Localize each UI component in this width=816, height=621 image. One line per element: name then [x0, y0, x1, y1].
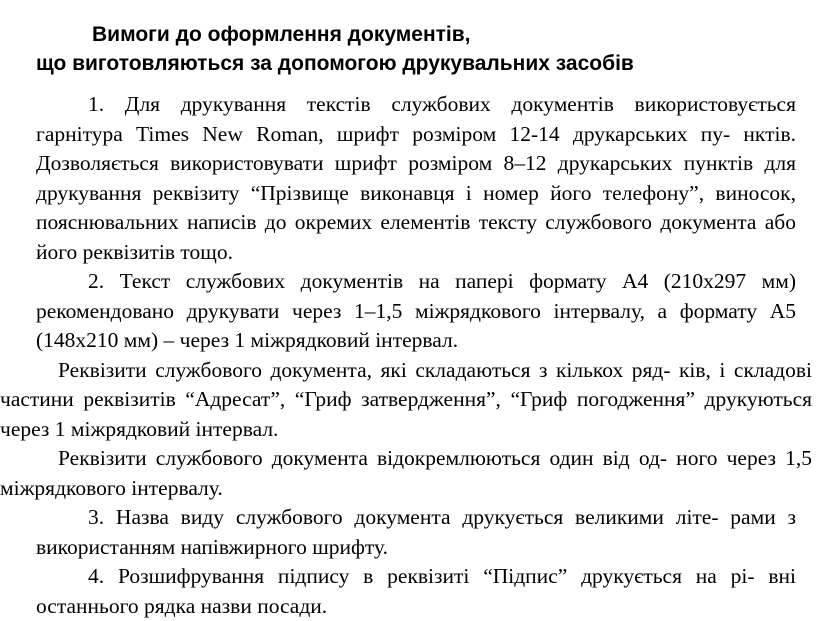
paragraph-4: Реквізити службового документа відокремлюються один від од- ного через 1,5 міжрядкового інтервалу. — [0, 446, 812, 500]
paragraph-2: 2. Текст службових документів на папері формату А4 (210х297 мм) рекомендовано друкувати через 1–1,5 міжрядкового інтервалу, а формату А5 (148х210 мм) – через 1 міжрядковий інтервал. — [36, 269, 796, 352]
paragraph-6: 4. Розшифрування підпису в реквізиті “Підпис” друкується на рі- вні останнього рядка назви посади. — [36, 564, 796, 618]
title-line-1: Вимоги до оформлення документів, — [92, 23, 471, 46]
paragraph-3: Реквізити службового документа, які складаються з кількох ряд- ків, і складові частини реквізитів “Адресат”, “Гриф затвердження”, “Гриф погодження” друкуються через 1 міжрядковий інтервал. — [0, 357, 812, 441]
document-body — [0, 90, 816, 621]
title-line-2: що виготовляються за допомогою друкувальних засобів — [36, 52, 634, 75]
document-title — [0, 20, 816, 78]
paragraph-1: 1. Для друкування текстів службових документів використовується гарнітура Times New Roman, шрифт розміром 12-14 друкарських пу- нктів. Дозволяється використовувати шрифт розміром 8–12 друкарських пунктів для друкування реквізиту “Прізвище виконавця і номер його телефону”, виносок, пояснювальних написів до окремих елементів тексту службового документа або його реквізитів тощо. — [36, 92, 796, 264]
paragraph-5: 3. Назва виду службового документа друкується великими літе- рами з використанням напівжирного шрифту. — [36, 505, 796, 559]
